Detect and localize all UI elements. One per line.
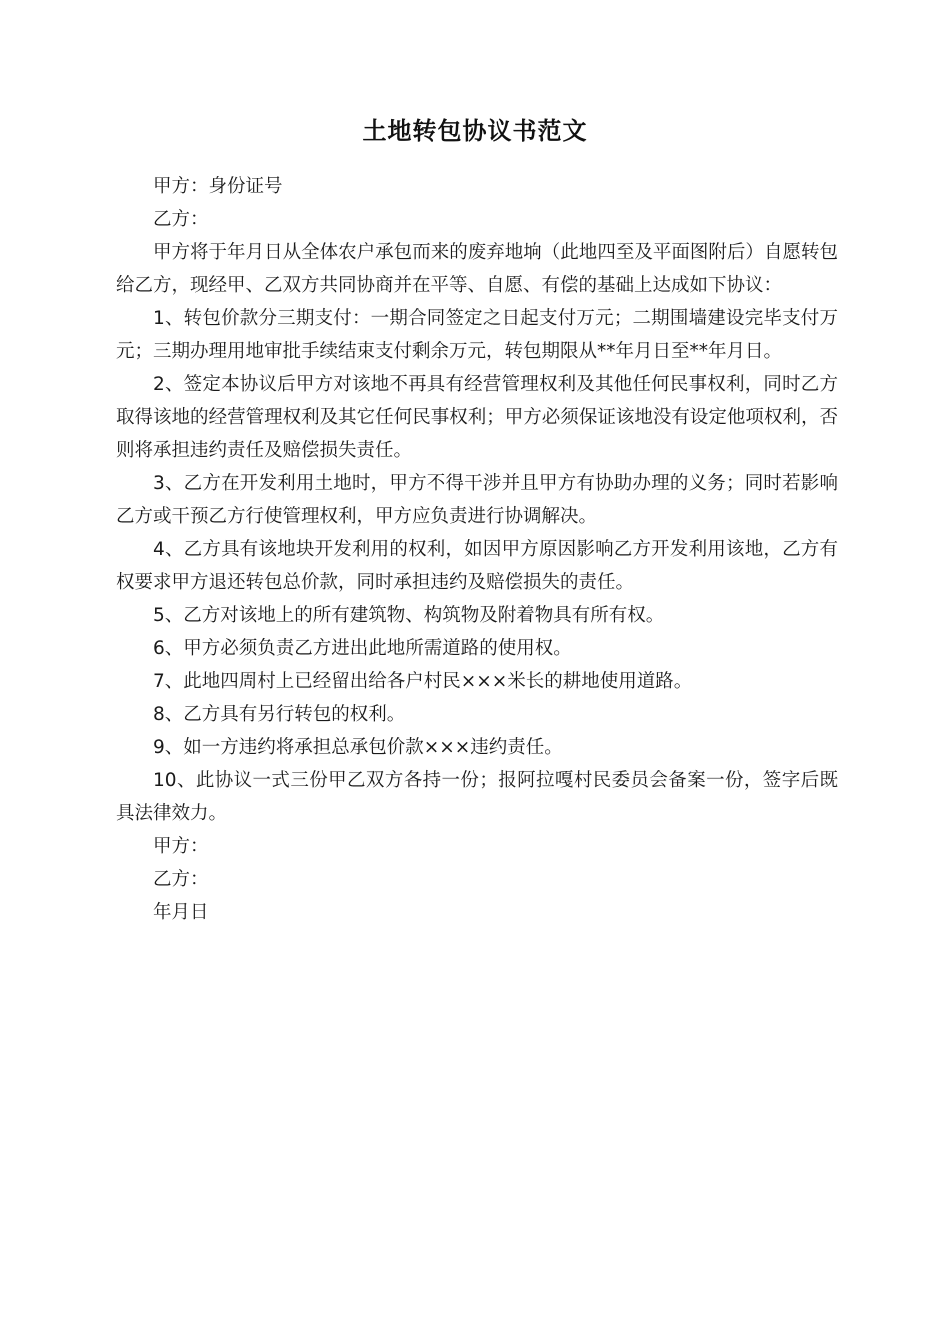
clause-5: 5、乙方对该地上的所有建筑物、构筑物及附着物具有所有权。 (153, 605, 665, 626)
intro-paragraph: 甲方将于年月日从全体农户承包而来的废弃地垧（此地四至及平面图附后）自愿转包给乙方，现经甲、乙双方共同协商并在平等、自愿、有偿的基础上达成如下协议： (116, 242, 838, 296)
clause-9: 9、如一方违约将承担总承包价款×××违约责任。 (153, 737, 563, 758)
clause-6: 6、甲方必须负责乙方进出此地所需道路的使用权。 (153, 638, 572, 659)
clause-2: 2、签定本协议后甲方对该地不再具有经营管理权利及其他任何民事权利，同时乙方取得该地的经营管理权利及其它任何民事权利；甲方必须保证该地没有设定他项权利，否则将承担违约责任及赔偿损失责任。 (116, 374, 838, 461)
signature-party-b: 乙方： (153, 869, 209, 890)
signature-party-a: 甲方： (153, 836, 209, 857)
party-b-line: 乙方： (153, 209, 209, 230)
signature-date: 年月日 (153, 902, 209, 923)
clause-7: 7、此地四周村上已经留出给各户村民×××米长的耕地使用道路。 (153, 671, 693, 692)
clause-8: 8、乙方具有另行转包的权利。 (153, 704, 406, 725)
party-a-id-line: 甲方：身份证号 (153, 176, 283, 197)
document-title: 土地转包协议书范文 (362, 117, 588, 145)
clause-1: 1、转包价款分三期支付：一期合同签定之日起支付万元；二期围墙建设完毕支付万元；三期办理用地审批手续结束支付剩余万元，转包期限从**年月日至**年月日。 (116, 308, 838, 362)
clause-10: 10、此协议一式三份甲乙双方各持一份；报阿拉嘎村民委员会备案一份，签字后既具法律效力。 (116, 770, 838, 824)
document-body (116, 170, 838, 929)
clause-3: 3、乙方在开发利用土地时，甲方不得干涉并且甲方有协助办理的义务；同时若影响乙方或干预乙方行使管理权利，甲方应负责进行协调解决。 (116, 473, 838, 527)
clause-4: 4、乙方具有该地块开发利用的权利，如因甲方原因影响乙方开发利用该地，乙方有权要求甲方退还转包总价款，同时承担违约及赔偿损失的责任。 (116, 539, 838, 593)
